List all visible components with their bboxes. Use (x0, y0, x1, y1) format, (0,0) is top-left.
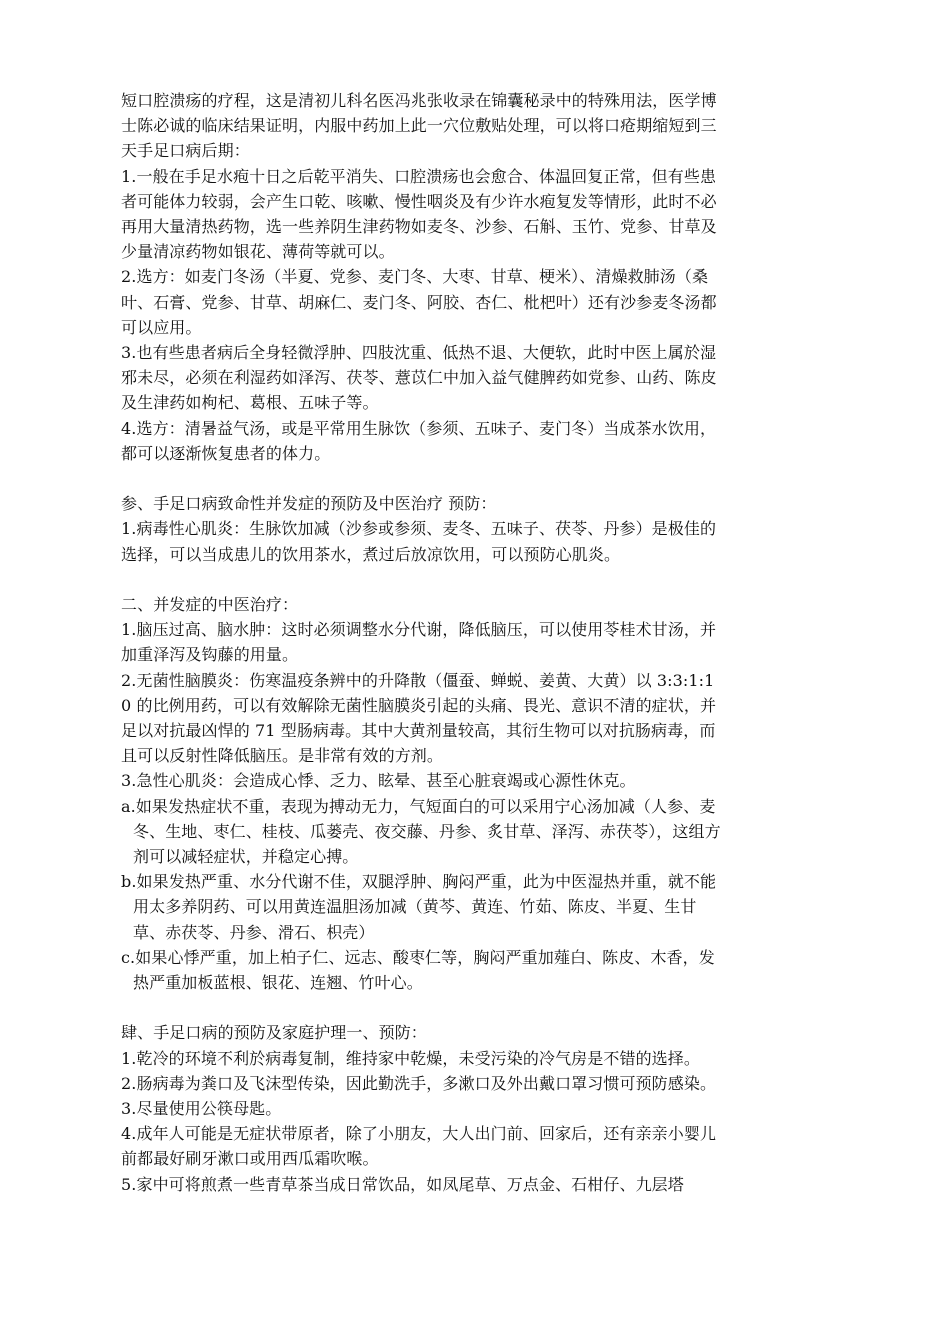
prevention-item-3: 3.尽量使用公筷母匙。 (121, 1099, 282, 1119)
prevention-item-2: 2.肠病毒为粪口及飞沫型传染，因此勤洗手，多漱口及外出戴口罩习惯可预防感染。 (121, 1073, 717, 1093)
blank-line (121, 995, 721, 1020)
complication-item-3: 3.急性心肌炎：会造成心悸、乏力、眩晕、甚至心脏衰竭或心源性休克。 (121, 771, 636, 791)
blank-line (121, 466, 721, 491)
prevention-item-5: 5.家中可将煎煮一些青草茶当成日常饮品，如凤尾草、万点金、石柑仔、九层塔 (121, 1174, 684, 1194)
late-stage-item-1: 1.一般在手足水疱十日之后乾平消失、口腔溃疡也会愈合、体温回复正常，但有些患者可能体力较弱，会产生口乾、咳嗽、慢性咽炎及有少许水疱复发等情形，此时不必再用大量清热药物，选一些养阴生津药物如麦冬、沙参、石斛、玉竹、党参、甘草及少量清凉药物如银花、薄荷等就可以。 (121, 166, 717, 262)
intro-paragraph: 短口腔溃疡的疗程，这是清初儿科名医冯兆张收录在锦囊秘录中的特殊用法，医学博士陈必诚的临床结果证明，内服中药加上此一穴位敷贴处理，可以将口疮期缩短到三天手足口病后期： (121, 91, 717, 161)
complication-item-1: 1.脑压过高、脑水肿：这时必须调整水分代谢，降低脑压，可以使用苓桂术甘汤，并加重泽泻及钩藤的用量。 (121, 620, 717, 665)
prevention-item-4: 4.成年人可能是无症状带原者，除了小朋友，大人出门前、回家后，还有亲亲小婴儿前都最好刷牙漱口或用西瓜霜吹喉。 (121, 1124, 717, 1169)
late-stage-item-2: 2.选方：如麦门冬汤（半夏、党参、麦门冬、大枣、甘草、梗米）、清燥救肺汤（桑叶、石膏、党参、甘草、胡麻仁、麦门冬、阿胶、杏仁、枇杷叶）还有沙参麦冬汤都可以应用。 (121, 267, 717, 337)
complication-item-2: 2.无菌性脑膜炎：伤寒温疫条辨中的升降散（僵蚕、蝉蜕、姜黄、大黄）以 3:3:1:10 的比例用药，可以有效解除无菌性脑膜炎引起的头痛、畏光、意识不清的症状，并足以对抗最凶悍的 71 型肠病毒。其中大黄剂量较高，其衍生物可以对抗肠病毒，而且可以反射性降低脑压。是非常有效的方剂。 (121, 670, 717, 766)
complication-sub-item-c: c.如果心悸严重，加上柏子仁、远志、酸枣仁等，胸闷严重加薤白、陈皮、木香，发热严重加板蓝根、银花、连翘、竹叶心。 (121, 947, 715, 993)
late-stage-item-3: 3.也有些患者病后全身轻微浮肿、四肢沈重、低热不退、大便软，此时中医上属於湿邪未尽，必须在利湿药如泽泻、茯苓、薏苡仁中加入益气健脾药如党参、山药、陈皮及生津药如枸杞、葛根、五味子等。 (121, 343, 717, 413)
prevention-item-1: 1.乾冷的环境不利於病毒复制，维持家中乾燥，未受污染的冷气房是不错的选择。 (121, 1048, 700, 1068)
complication-sub-item-a: a.如果发热症状不重，表现为搏动无力，气短面白的可以采用宁心汤加减（人参、麦冬、生地、枣仁、桂枝、瓜蒌壳、夜交藤、丹参、炙甘草、泽泻、赤茯苓），这组方剂可以减轻症状，并稳定心搏。 (121, 796, 721, 867)
late-stage-item-4: 4.选方：清暑益气汤，或是平常用生脉饮（参须、五味子、麦门冬）当成茶水饮用，都可以逐渐恢复患者的体力。 (121, 418, 717, 463)
section-3-item-1: 1.病毒性心肌炎：生脉饮加减（沙参或参须、麦冬、五味子、茯苓、丹参）是极佳的选择，可以当成患儿的饮用茶水，煮过后放凉饮用，可以预防心肌炎。 (121, 519, 717, 564)
section-4-heading: 肆、手足口病的预防及家庭护理一、预防： (121, 1023, 427, 1043)
section-3-heading: 参、手足口病致命性并发症的预防及中医治疗 预防： (121, 494, 497, 514)
document-body (121, 88, 721, 1197)
blank-line (121, 567, 721, 592)
complication-sub-item-b: b.如果发热严重、水分代谢不佳，双腿浮肿、胸闷严重，此为中医湿热并重，就不能用太多养阴药、可以用黄连温胆汤加减（黄芩、黄连、竹茹、陈皮、半夏、生甘草、赤茯苓、丹参、滑石、枳壳） (121, 872, 717, 942)
complication-heading: 二、并发症的中医治疗： (121, 595, 299, 615)
